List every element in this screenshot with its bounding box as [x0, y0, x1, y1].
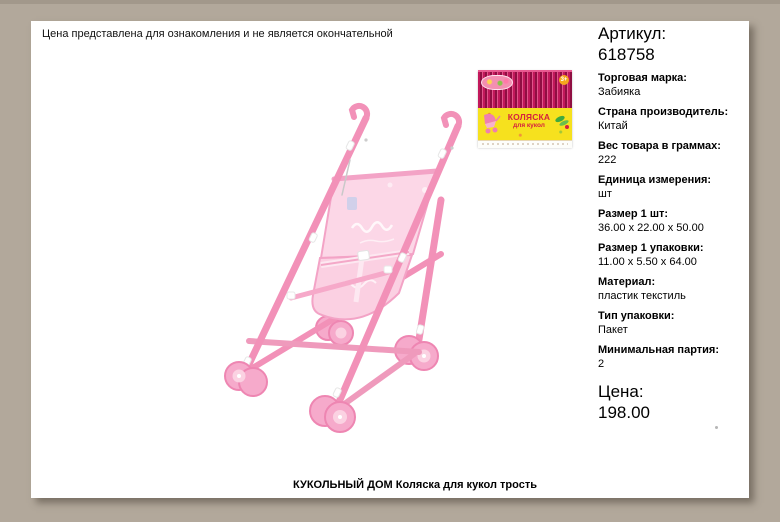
packaging-stripes	[478, 70, 572, 108]
field-value: Забияка	[598, 86, 641, 98]
product-caption: КУКОЛЬНЫЙ ДОМ Коляска для кукол трость	[293, 479, 537, 491]
field-value: 222	[598, 154, 617, 166]
field-value: Пакет	[598, 324, 628, 336]
packaging-banner	[478, 108, 572, 140]
field-package-type	[598, 309, 748, 337]
artikul-block	[598, 21, 748, 65]
photo-speck	[715, 426, 718, 429]
field-value: пластик текстиль	[598, 290, 686, 302]
field-label: Страна производитель:	[598, 106, 729, 118]
stroller-wheel-front-left	[225, 362, 267, 396]
field-label: Размер 1 шт:	[598, 208, 669, 220]
field-value: 36.00 x 22.00 x 50.00	[598, 222, 704, 234]
field-value: 11.00 x 5.50 x 64.00	[598, 256, 697, 268]
field-brand	[598, 71, 748, 99]
age-badge: 3+	[560, 77, 568, 83]
product-details	[598, 21, 748, 423]
field-min-batch	[598, 343, 748, 371]
field-package-size	[598, 241, 748, 269]
stroller-handles	[352, 106, 459, 126]
packaging-card	[478, 70, 572, 147]
artikul-value: 618758	[598, 45, 655, 64]
field-label: Размер 1 упаковки:	[598, 242, 704, 254]
mini-stroller-icon	[480, 111, 504, 135]
brand-logo	[481, 75, 513, 90]
dragonfly-icon	[555, 114, 571, 132]
field-label: Материал:	[598, 276, 656, 288]
product-photo-stroller	[170, 85, 500, 460]
field-item-size	[598, 207, 748, 235]
field-label: Минимальная партия:	[598, 344, 719, 356]
price-label: Цена:	[598, 382, 644, 401]
field-value: шт	[598, 188, 612, 200]
artikul-label: Артикул:	[598, 24, 667, 43]
price-disclaimer: Цена представлена для ознакомления и не является окончательной	[42, 28, 393, 40]
field-label: Вес товара в граммах:	[598, 140, 721, 152]
frame-top-edge	[0, 0, 780, 4]
field-weight	[598, 139, 748, 167]
packaging-footer	[478, 140, 572, 148]
field-value: Китай	[598, 120, 628, 132]
price-value: 198.00	[598, 403, 650, 422]
field-label: Тип упаковки:	[598, 310, 675, 322]
field-material	[598, 275, 748, 303]
field-country	[598, 105, 748, 133]
field-value: 2	[598, 358, 605, 370]
field-label: Единица измерения:	[598, 174, 712, 186]
catalog-page	[31, 21, 749, 498]
packaging-text	[504, 112, 554, 130]
packaging-subtitle: для кукол	[513, 122, 545, 129]
packaging-title: КОЛЯСКА	[507, 112, 551, 122]
field-unit	[598, 173, 748, 201]
field-label: Торговая марка:	[598, 72, 687, 84]
price-block	[598, 381, 748, 423]
